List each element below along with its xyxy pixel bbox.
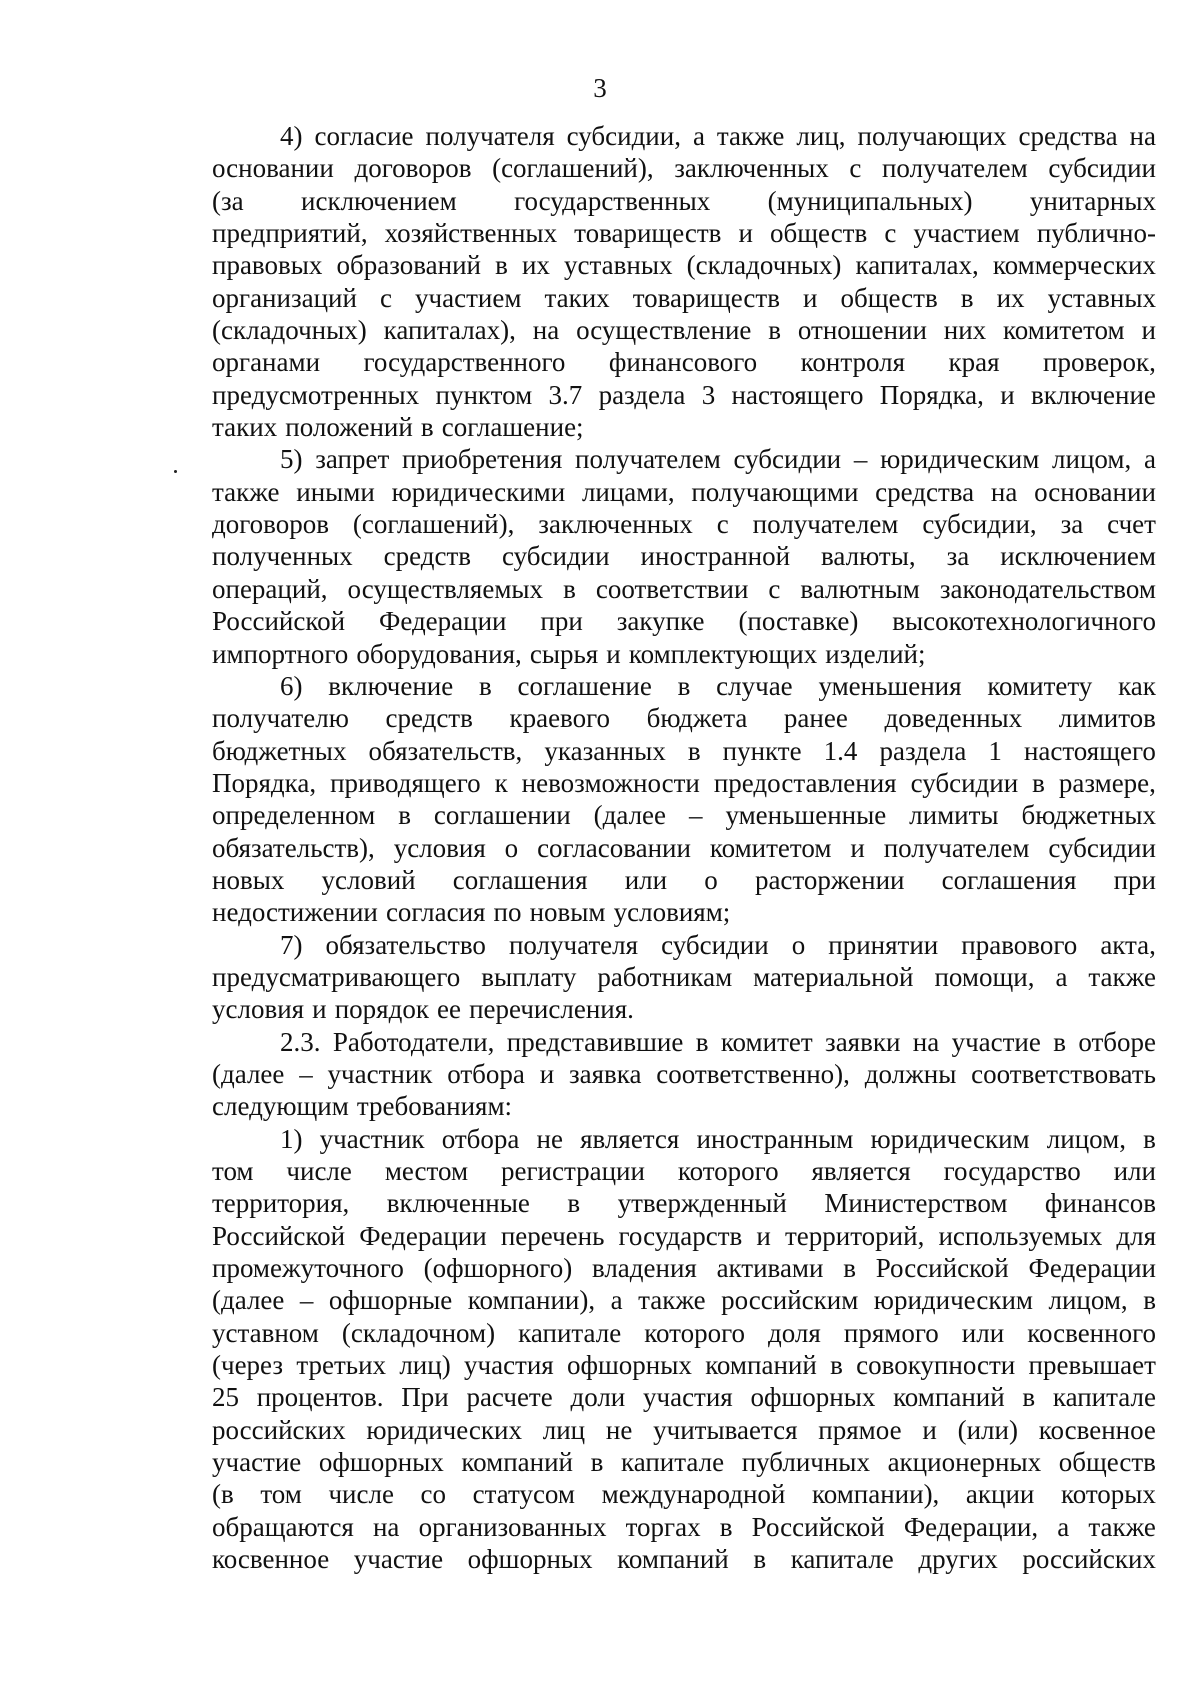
text-line: (складочных) капиталах), на осуществление в отношении них комитетом и	[212, 315, 1156, 346]
text-line: обязательств), условия о согласовании комитетом и получателем субсидии	[212, 832, 1156, 863]
text-line: полученных средств субсидии иностранной валюты, за исключением	[212, 541, 1156, 572]
text-line: (далее – участник отбора и заявка соответственно), должны соответствовать	[212, 1058, 1156, 1089]
scan-speck	[174, 470, 177, 473]
text-line: российских юридических лиц не учитывается прямое и (или) косвенное	[212, 1414, 1156, 1445]
text-line: 4) согласие получателя субсидии, а также лиц, получающих средства на	[280, 121, 1156, 151]
text-line: уставном (складочном) капитале которого доля прямого или косвенного	[212, 1317, 1156, 1348]
document-body	[212, 120, 1156, 1575]
text-line: предусмотренных пунктом 3.7 раздела 3 настоящего Порядка, и включение	[212, 379, 1156, 410]
text-line: организаций с участием таких товариществ и обществ в их уставных	[212, 282, 1156, 313]
text-line: предприятий, хозяйственных товариществ и обществ с участием публично-	[212, 218, 1156, 249]
text-line: договоров (соглашений), заключенных с получателем субсидии, за счет	[212, 509, 1156, 540]
text-line: (в том числе со статусом международной компании), акции которых	[212, 1479, 1156, 1510]
text-line: 7) обязательство получателя субсидии о принятии правового акта,	[280, 929, 1156, 960]
text-line: новых условий соглашения или о расторжении соглашения при	[212, 864, 1156, 895]
text-line: операций, осуществляемых в соответствии с валютным законодательством	[212, 573, 1156, 604]
text-line: Российской Федерации при закупке (поставке) высокотехнологичного	[212, 606, 1156, 637]
text-line: Порядка, приводящего к невозможности предоставления субсидии в размере,	[212, 767, 1156, 798]
text-line: том числе местом регистрации которого является государство или	[212, 1156, 1156, 1186]
text-line: 5) запрет приобретения получателем субсидии – юридическим лицом, а	[280, 444, 1156, 475]
text-line: (далее – офшорные компании), а также российским юридическим лицом, в	[212, 1285, 1156, 1316]
text-line: условия и порядок ее перечисления.	[212, 994, 634, 1025]
text-line: получателю средств краевого бюджета ранее доведенных лимитов	[212, 703, 1156, 734]
text-line: недостижении согласия по новым условиям;	[212, 897, 731, 928]
text-line: бюджетных обязательств, указанных в пункте 1.4 раздела 1 настоящего	[212, 735, 1156, 766]
text-line: также иными юридическими лицами, получающими средства на основании	[212, 476, 1156, 507]
text-line: обращаются на организованных торгах в Российской Федерации, а также	[212, 1511, 1156, 1542]
text-line: Российской Федерации перечень государств и территорий, используемых для	[212, 1220, 1156, 1251]
text-line: промежуточного (офшорного) владения активами в Российской Федерации	[212, 1253, 1156, 1284]
text-line: 2.3. Работодатели, представившие в комитет заявки на участие в отборе	[280, 1026, 1156, 1057]
text-line: правовых образований в их уставных (складочных) капиталах, коммерческих	[212, 250, 1156, 281]
text-line: косвенное участие офшорных компаний в капитале других российских	[212, 1544, 1156, 1575]
text-line: 25 процентов. При расчете доли участия офшорных компаний в капитале	[212, 1382, 1156, 1413]
text-line: следующим требованиям:	[212, 1091, 513, 1122]
text-line: предусматривающего выплату работникам материальной помощи, а также	[212, 961, 1156, 992]
text-line: основании договоров (соглашений), заключенных с получателем субсидии	[212, 153, 1156, 184]
text-line: органами государственного финансового контроля края проверок,	[212, 347, 1156, 378]
text-line: определенном в соглашении (далее – уменьшенные лимиты бюджетных	[212, 800, 1156, 831]
text-line: 6) включение в соглашение в случае уменьшения комитету как	[280, 670, 1156, 701]
text-line: (за исключением государственных (муниципальных) унитарных	[212, 185, 1156, 216]
text-line: участие офшорных компаний в капитале публичных акционерных обществ	[212, 1447, 1156, 1478]
text-line: 1) участник отбора не является иностранным юридическим лицом, в	[280, 1123, 1156, 1154]
text-line: импортного оборудования, сырья и комплектующих изделий;	[212, 638, 926, 669]
text-line: территория, включенные в утвержденный Министерством финансов	[212, 1188, 1156, 1219]
text-line: (через третьих лиц) участия офшорных компаний в совокупности превышает	[212, 1350, 1156, 1381]
text-line: таких положений в соглашение;	[212, 412, 584, 443]
page-number: 3	[593, 73, 607, 103]
